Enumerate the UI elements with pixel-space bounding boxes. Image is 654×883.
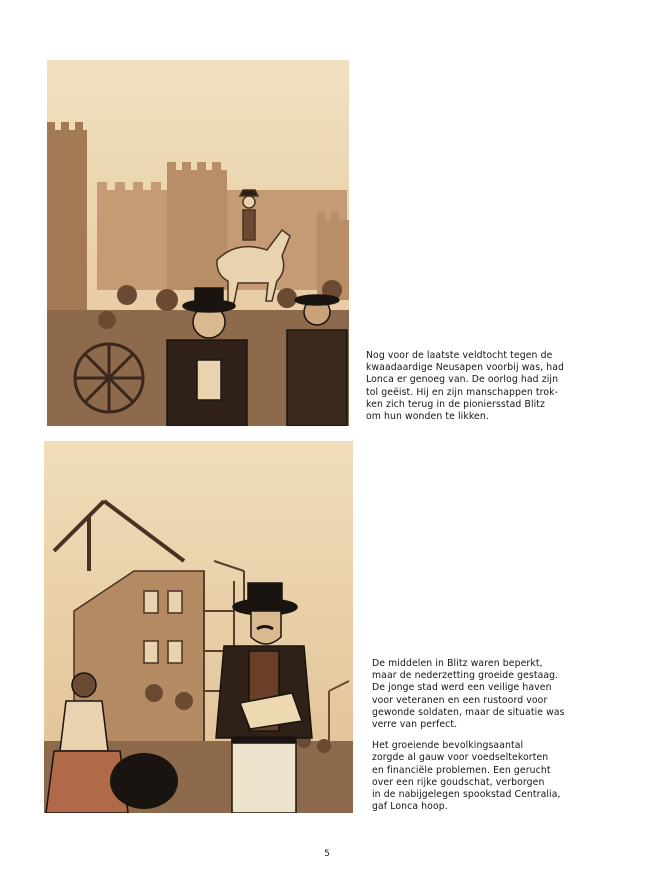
panel-1-illustration — [47, 60, 349, 426]
panel-2-illustration — [44, 441, 353, 813]
cauldron — [110, 753, 178, 809]
comic-panel-2 — [44, 441, 353, 813]
wagon-wheel — [75, 344, 143, 412]
panel-2-caption — [372, 658, 622, 822]
page-number: 5 — [324, 849, 330, 859]
panel-1-caption — [366, 350, 616, 432]
caption-text: De middelen in Blitz waren beperkt, maar de nederzetting groeide gestaag. De jonge stad werd een veilige haven voor veteranen en een rustoord voor gewonde soldaten, maar de situatie was verre van perfect. — [372, 658, 565, 731]
comic-panel-1 — [47, 60, 349, 426]
caption-text: Nog voor de laatste veldtocht tegen de kwaadaardige Neusapen voorbij was, had Lonca er genoeg van. De oorlog had zijn tol geëist. Hij en zijn manschappen trok- ken zich terug in de pioniersstad Blitz om hun wonden te likken. — [366, 350, 565, 423]
caption-text: Het groeiende bevolkingsaantal zorgde al gauw voor voedseltekorten en financiële problemen. Een gerucht over een rijke goudschat, verborgen in de nabijgelegen spookstad Centralia, gaf Lonca hoop. — [372, 740, 561, 813]
